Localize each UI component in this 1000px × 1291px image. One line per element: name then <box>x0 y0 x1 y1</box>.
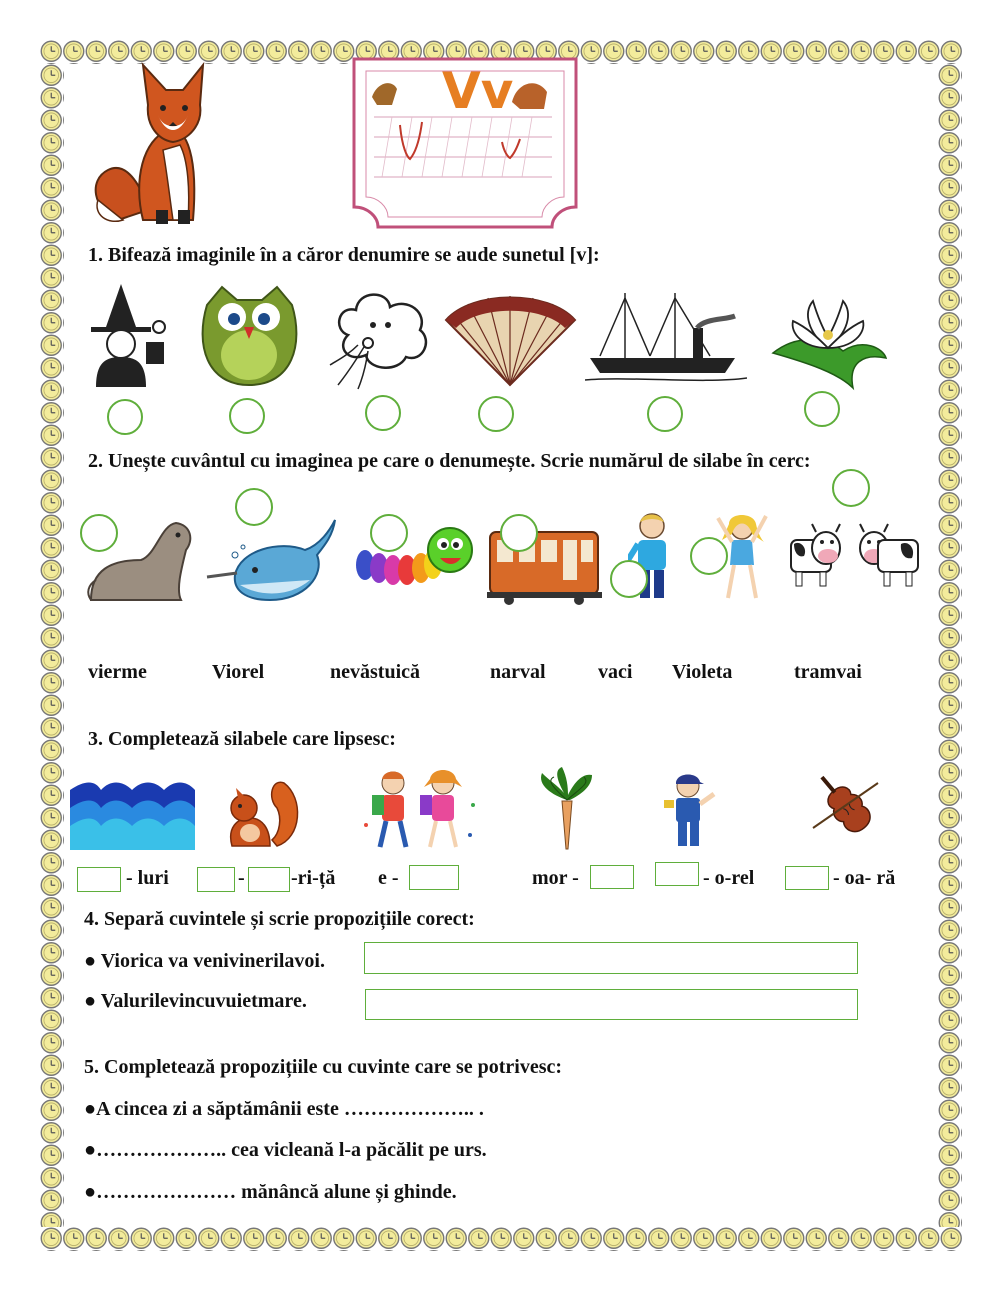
ex3-part-2: - <box>238 867 245 889</box>
painter-icon <box>660 770 720 850</box>
ex2-syllable-circle-7[interactable] <box>832 469 870 507</box>
narwhal-icon <box>205 515 340 605</box>
ex3-syllable-box-7[interactable] <box>785 866 829 890</box>
ex1-answer-circle-2[interactable] <box>229 398 265 434</box>
pupils-icon <box>358 765 483 850</box>
ex3-syllable-box-4[interactable] <box>409 865 459 890</box>
ex4-title: 4. Separă cuvintele și scrie propozițiile corect: <box>84 908 475 930</box>
fan-icon <box>443 290 578 390</box>
ex3-part-1: - luri <box>126 867 169 889</box>
ex1-answer-circle-1[interactable] <box>107 399 143 435</box>
ex2-syllable-circle-4[interactable] <box>500 514 538 552</box>
ex2-word-6[interactable]: Violeta <box>672 661 733 683</box>
ex2-syllable-circle-1[interactable] <box>80 514 118 552</box>
ex2-syllable-circle-3[interactable] <box>370 514 408 552</box>
ex3-part-5: mor - <box>532 867 579 889</box>
ex1-answer-circle-6[interactable] <box>804 391 840 427</box>
water-lily-icon <box>768 293 888 391</box>
ex3-part-4: e - <box>378 867 399 889</box>
ex3-title: 3. Completează silabele care lipsesc: <box>88 728 396 750</box>
ex2-syllable-circle-5[interactable] <box>610 560 648 598</box>
ex2-syllable-circle-6[interactable] <box>690 537 728 575</box>
ex3-part-6: - o-rel <box>703 867 755 889</box>
clock-border-bottom <box>40 1227 962 1251</box>
ex2-word-3[interactable]: nevăstuică <box>330 661 420 683</box>
ex3-syllable-box-3[interactable] <box>248 867 290 892</box>
ex4-line-2: ● Valurilevincuvuietmare. <box>84 990 307 1012</box>
squirrel-icon <box>222 778 302 850</box>
steamship-icon <box>585 288 747 388</box>
ex1-answer-circle-5[interactable] <box>647 396 683 432</box>
ex2-title: 2. Unește cuvântul cu imaginea pe care o denumește. Scrie numărul de silabe în cerc: <box>88 450 811 472</box>
ex4-answer-box-1[interactable] <box>364 942 858 974</box>
ex3-syllable-box-1[interactable] <box>77 867 121 892</box>
waves-icon <box>70 780 195 850</box>
ex2-word-2[interactable]: Viorel <box>212 661 265 683</box>
ex4-line-1: ● Viorica va venivinerilavoi. <box>84 950 325 972</box>
clock-border-left <box>40 64 64 1227</box>
header-letters: Vv <box>442 62 514 120</box>
ex2-syllable-circle-2[interactable] <box>235 488 273 526</box>
violin-icon <box>808 768 886 846</box>
carrot-icon <box>532 765 602 850</box>
ex3-syllable-box-5[interactable] <box>590 865 634 889</box>
cows-icon <box>786 518 921 588</box>
witch-icon <box>86 282 176 387</box>
ex3-part-7: - oa- ră <box>833 867 896 889</box>
ex4-answer-box-2[interactable] <box>365 989 858 1020</box>
ex2-word-7[interactable]: tramvai <box>794 661 862 683</box>
ex1-title: 1. Bifează imaginile în a căror denumire se aude sunetul [v]: <box>88 244 600 266</box>
ex3-part-3: -ri-ță <box>291 867 336 889</box>
ex2-word-5[interactable]: vaci <box>598 661 633 683</box>
fox-icon <box>88 60 223 230</box>
ex1-answer-circle-4[interactable] <box>478 396 514 432</box>
clock-border-right <box>938 64 962 1227</box>
owl-icon <box>192 285 307 390</box>
ex5-line-1: ●A cincea zi a săptămânii este ……………….. . <box>84 1098 484 1120</box>
ex3-syllable-box-6[interactable] <box>655 862 699 886</box>
ex2-word-4[interactable]: narval <box>490 661 546 683</box>
ex5-line-3: ●………………… mănâncă alune și ghinde. <box>84 1181 457 1203</box>
ex2-word-1[interactable]: vierme <box>88 661 147 683</box>
ex3-syllable-box-2[interactable] <box>197 867 235 892</box>
wind-cloud-icon <box>328 285 433 390</box>
ex1-answer-circle-3[interactable] <box>365 395 401 431</box>
ex5-title: 5. Completează propozițiile cu cuvinte care se potrivesc: <box>84 1056 563 1078</box>
ex5-line-2: ●……………….. cea vicleană l-a păcălit pe urs. <box>84 1139 487 1161</box>
